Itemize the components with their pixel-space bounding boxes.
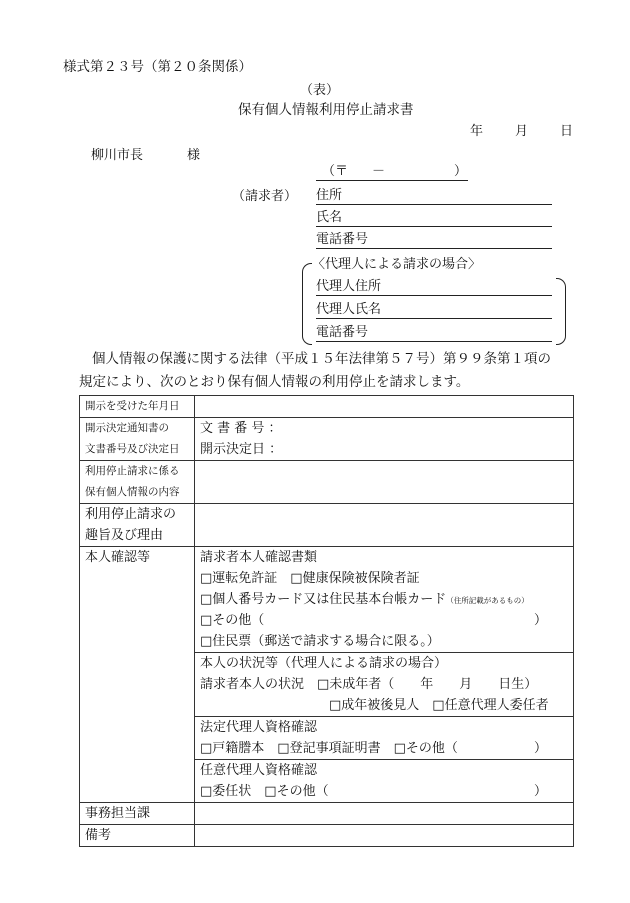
label-remarks: 備考 [80, 825, 195, 847]
requester-label: （請求者） [232, 189, 298, 204]
requester-phone-label: 電話番号 [316, 232, 369, 247]
field-disclosure-date[interactable] [195, 396, 574, 418]
voluntary-agent-options[interactable]: □委任状 □その他（ ） [200, 784, 547, 799]
requester-address-line[interactable] [316, 204, 552, 205]
form-side-label: （表） [300, 83, 340, 98]
agent-note: 〈代理人による請求の場合〉 [312, 257, 482, 272]
field-identity-verification [195, 547, 574, 803]
label-info-content: 利用停止請求に係る 保有個人情報の内容 [80, 461, 195, 504]
id-option-mynumber-card[interactable]: □個人番号カード又は住民基本台帳カード（住所記載があるもの） [200, 592, 529, 607]
field-remarks[interactable] [195, 825, 574, 847]
label-disclosure-date: 開示を受けた年月日 [80, 396, 195, 418]
voluntary-agent-title: 任意代理人資格確認 [200, 763, 318, 778]
legal-agent-section [195, 716, 573, 759]
addressee-name: 柳川市長 [91, 148, 144, 163]
requester-address-label: 住所 [316, 188, 343, 203]
requester-name-label: 氏名 [316, 210, 343, 225]
postal-dash: － [372, 164, 386, 179]
document-number-label: 文 書 番 号 ： [200, 421, 282, 436]
label-purpose-reason: 利用停止請求の 趣旨及び理由 [80, 504, 195, 547]
table-row [80, 461, 574, 504]
request-form-table [79, 395, 574, 847]
principal-status-title: 本人の状況等（代理人による請求の場合） [200, 656, 448, 671]
addressee-honorific: 様 [187, 148, 201, 163]
id-option-resident-record[interactable]: □住民票（郵送で請求する場合に限る。） [200, 634, 440, 649]
table-row [80, 396, 574, 418]
field-purpose-reason[interactable] [195, 504, 574, 547]
table-row [80, 803, 574, 825]
date-year-label: 年 [470, 124, 484, 139]
agent-bracket-right [556, 278, 566, 345]
table-row [80, 418, 574, 461]
agent-address-line[interactable] [316, 295, 552, 296]
date-month-label: 月 [515, 124, 529, 139]
agent-name-line[interactable] [316, 318, 552, 319]
requester-phone-line[interactable] [316, 248, 552, 249]
body-text-line-2: 規定により、次のとおり保有個人情報の利用停止を請求します。 [79, 374, 470, 390]
principal-status-guardian[interactable]: □成年被後見人 □任意代理人委任者 [329, 698, 549, 713]
form-number: 様式第２３号（第２０条関係） [63, 59, 252, 75]
body-text-line-1: 個人情報の保護に関する法律（平成１５年法律第５７号）第９９条第１項の [92, 351, 551, 367]
field-office-dept[interactable] [195, 803, 574, 825]
agent-bracket-left [302, 263, 312, 345]
id-option-other[interactable]: □その他（ ） [200, 613, 547, 628]
principal-status-section [195, 652, 573, 716]
table-row [80, 547, 574, 803]
postal-open: （〒 [322, 164, 349, 179]
legal-agent-options[interactable]: □戸籍謄本 □登記事項証明書 □その他（ ） [200, 741, 547, 756]
agent-address-label: 代理人住所 [316, 279, 382, 294]
requester-name-line[interactable] [316, 226, 552, 227]
table-row [80, 825, 574, 847]
label-identity-verification: 本人確認等 [80, 547, 195, 803]
postal-underline [316, 180, 468, 181]
label-office-dept: 事務担当課 [80, 803, 195, 825]
postal-close: ） [454, 164, 468, 179]
agent-name-label: 代理人氏名 [316, 302, 382, 317]
label-notice-number: 開示決定通知書の 文書番号及び決定日 [80, 418, 195, 461]
id-documents-title: 請求者本人確認書類 [200, 550, 318, 565]
id-documents-section [200, 547, 573, 652]
principal-status-minor[interactable]: 請求者本人の状況 □未成年者（ 年 月 日生） [200, 677, 538, 692]
decision-date-label: 開示決定日 ： [200, 442, 283, 457]
field-notice-number[interactable] [195, 418, 574, 461]
date-day-label: 日 [560, 124, 574, 139]
field-info-content[interactable] [195, 461, 574, 504]
agent-phone-line[interactable] [316, 341, 552, 342]
legal-agent-title: 法定代理人資格確認 [200, 720, 318, 735]
table-row [80, 504, 574, 547]
voluntary-agent-section [195, 759, 573, 802]
agent-phone-label: 電話番号 [316, 325, 369, 340]
id-option-license-insurance[interactable]: □運転免許証 □健康保険被保険者証 [200, 571, 420, 586]
form-title: 保有個人情報利用停止請求書 [238, 102, 414, 118]
